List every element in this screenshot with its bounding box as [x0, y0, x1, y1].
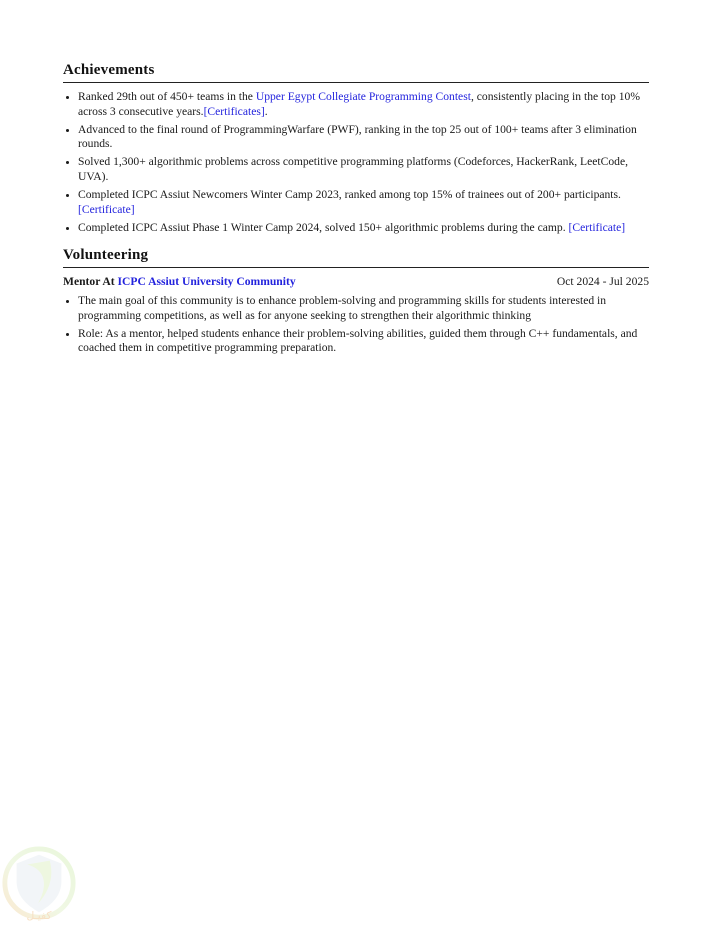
inline-link[interactable]: [Certificate]: [78, 202, 135, 216]
text-segment: Ranked 29th out of 450+ teams in the: [78, 90, 256, 103]
section-divider: [63, 267, 649, 268]
svg-text:كفيـل: كفيـل: [26, 909, 52, 923]
section-volunteering: [63, 247, 649, 355]
section-achievements: [63, 62, 649, 235]
achievements-list: [63, 90, 649, 235]
text-segment: Completed ICPC Assiut Newcomers Winter Camp 2023, ranked among top 15% of trainees out of 200+ participants.: [78, 188, 621, 202]
organization-link[interactable]: ICPC Assiut University Community: [117, 275, 296, 289]
achievement-item: [78, 90, 649, 119]
text-segment: , consistently placing in the top 10% across 3 consecutive years.: [78, 90, 641, 118]
watermark-logo: [0, 845, 78, 923]
inline-link[interactable]: Upper Egypt Collegiate Programming Contest: [255, 90, 471, 103]
achievements-heading: Achievements: [63, 62, 155, 78]
text-segment: Solved 1,300+ algorithmic problems across competitive programming platforms (Codeforces, HackerRank, LeetCode, UVA).: [78, 155, 629, 183]
inline-link[interactable]: [Certificates]: [203, 104, 265, 118]
document-content: [63, 62, 649, 359]
shield-logo-icon: [0, 845, 78, 923]
achievement-item: [78, 155, 649, 184]
achievement-item: [78, 123, 649, 152]
volunteering-item: [78, 294, 649, 323]
achievement-item: [78, 188, 649, 217]
volunteering-item: [78, 327, 649, 356]
role-label: Mentor At: [63, 275, 118, 289]
inline-link[interactable]: [Certificate]: [568, 220, 626, 234]
entry-title: [63, 275, 296, 290]
entry-dates: Oct 2024 - Jul 2025: [556, 275, 649, 289]
text-segment: Completed ICPC Assiut Phase 1 Winter Camp 2024, solved 150+ algorithmic problems during the camp.: [78, 220, 569, 234]
text-segment: Role: As a mentor, helped students enhance their problem-solving abilities, guided them through C++ fundamentals, and coached them in competitive programming preparation.: [78, 326, 638, 355]
text-segment: .: [264, 104, 268, 118]
section-divider: [63, 82, 649, 83]
text-segment: Advanced to the final round of ProgrammingWarfare (PWF), ranking in the top 25 out of 100+ teams after 3 elimination rounds.: [78, 122, 637, 151]
volunteering-heading: Volunteering: [63, 247, 149, 264]
achievement-item: [78, 221, 649, 236]
text-segment: The main goal of this community is to enhance problem-solving and programming skills for students interested in programming competitions, as well as for anyone seeking to strengthen their algorithmic thinking: [78, 293, 607, 322]
volunteering-entry-header: [63, 275, 649, 290]
volunteering-list: [63, 294, 649, 356]
